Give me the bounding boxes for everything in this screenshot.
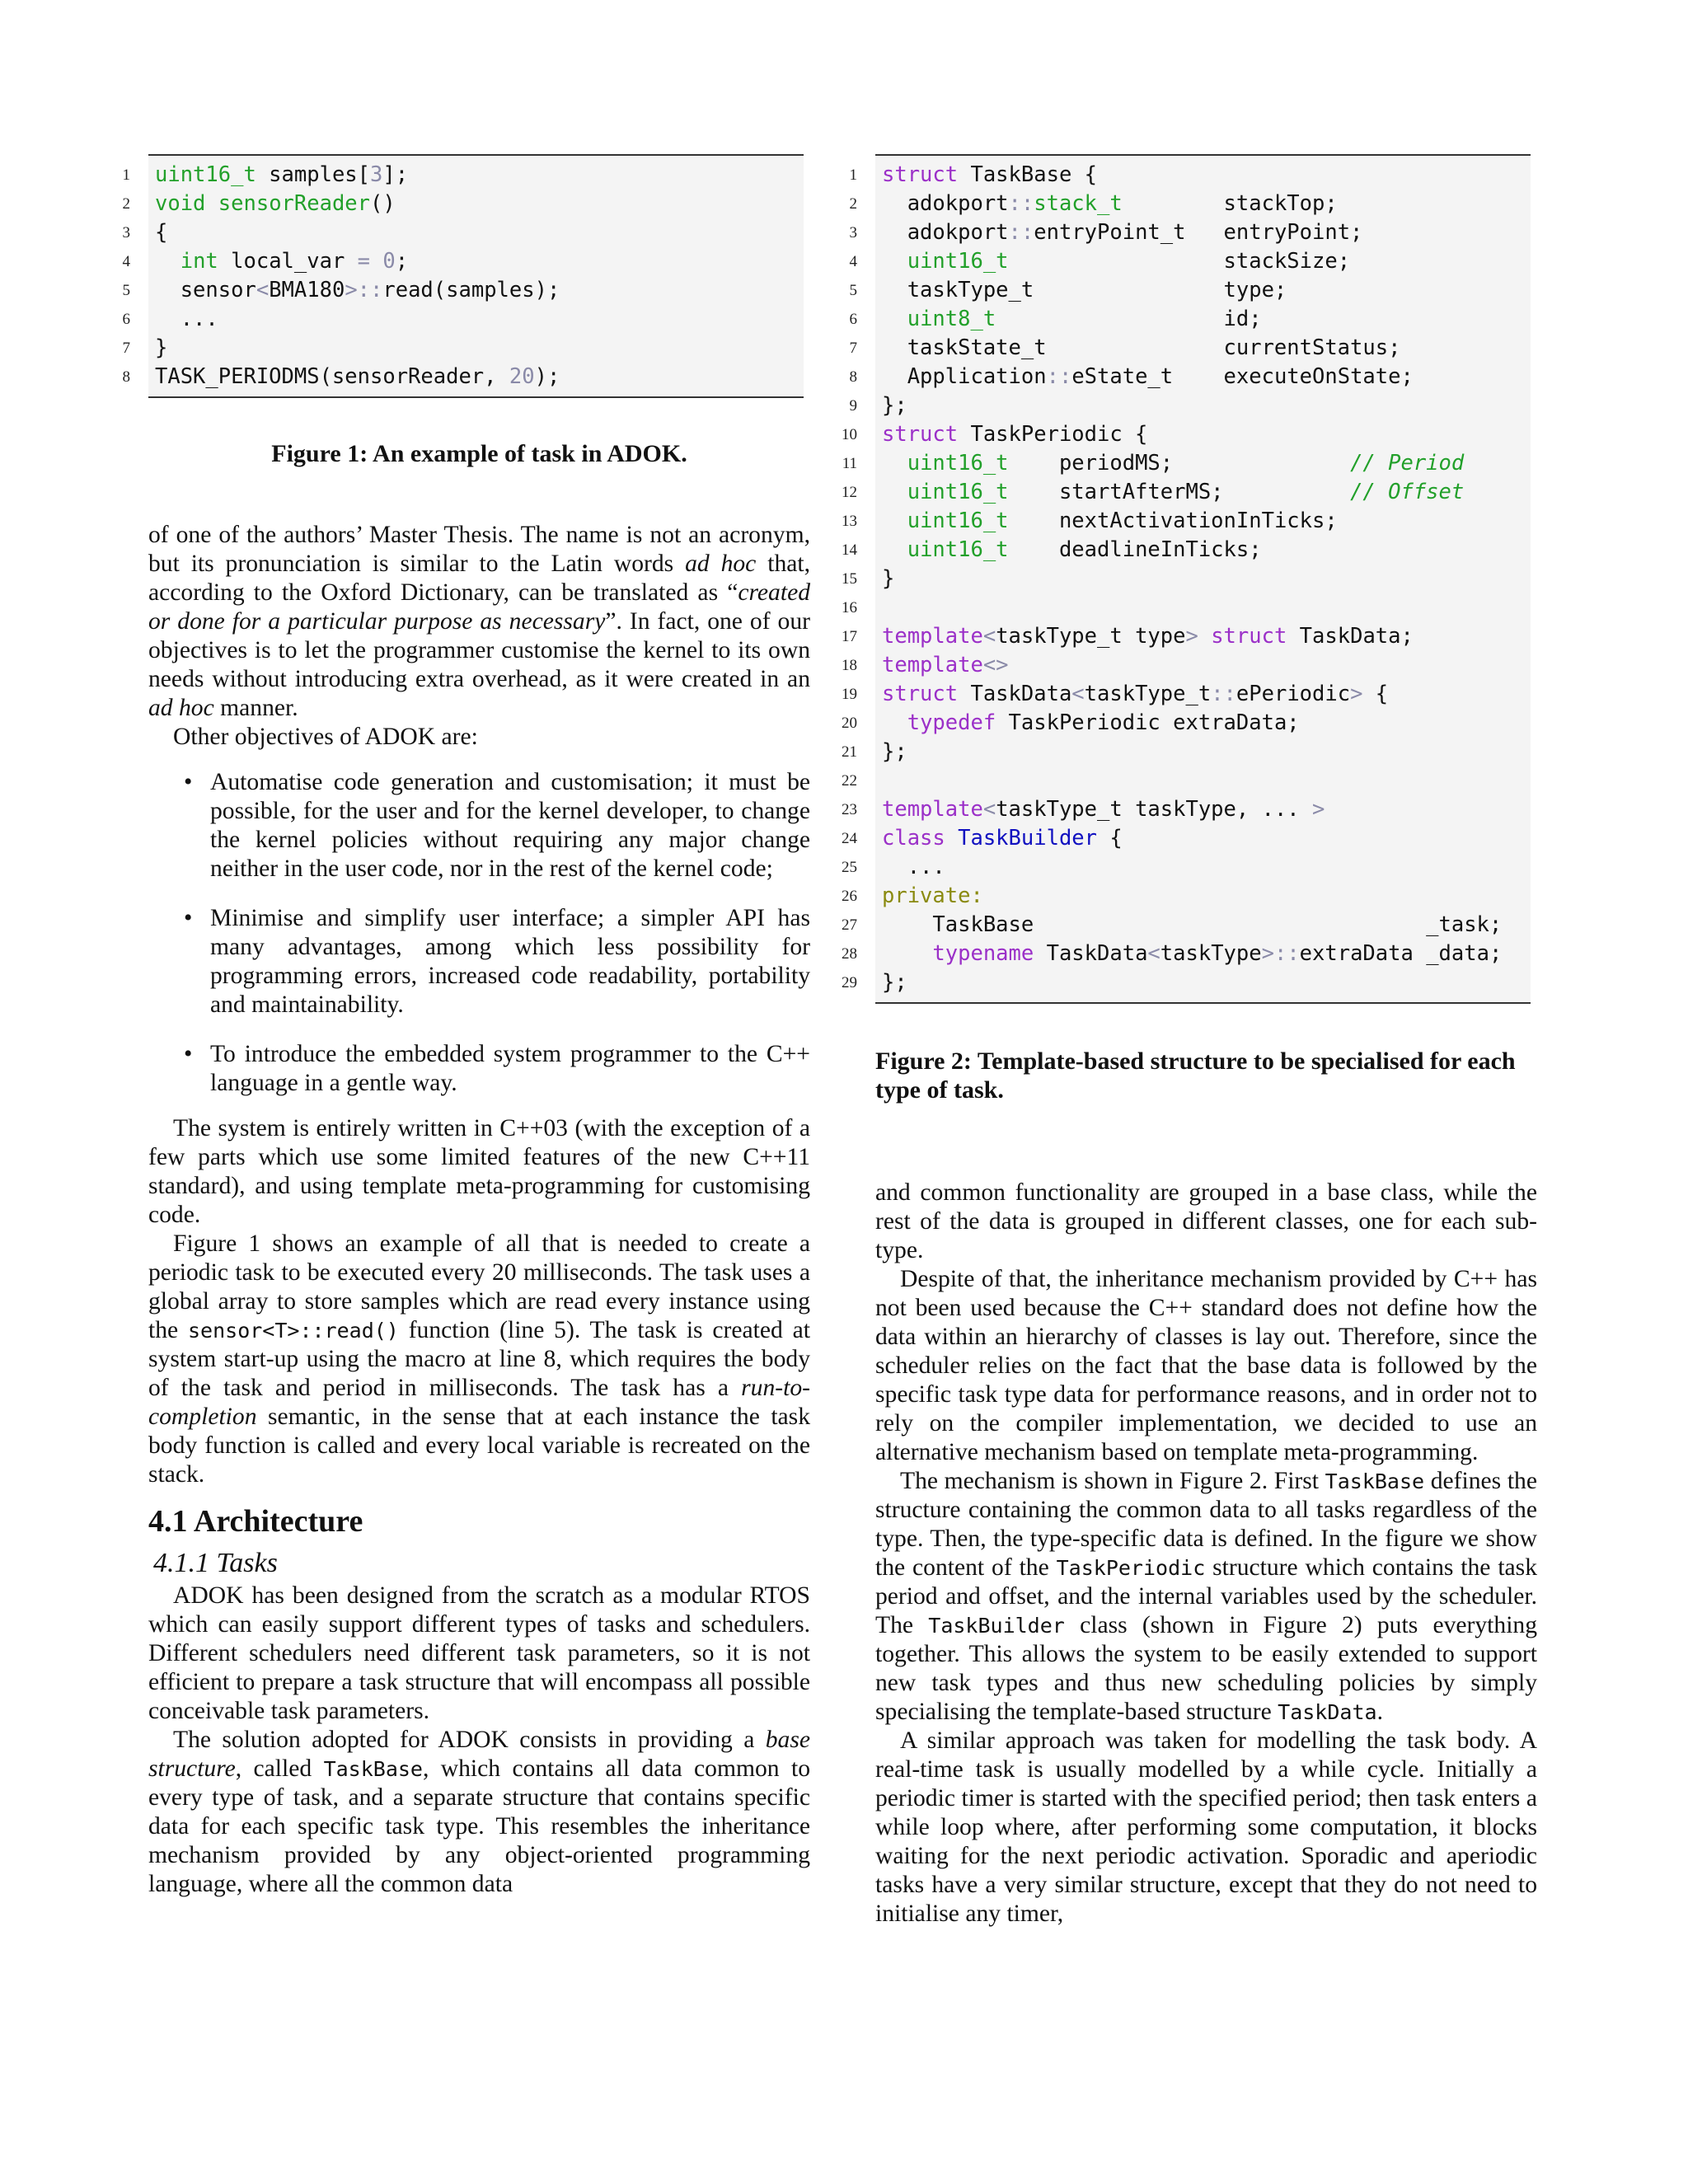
code-line: 3 { [122,220,168,245]
code-line: 26 private: [842,883,983,908]
figure-2-listing [842,154,1531,1004]
code-line: 25 ... [842,855,945,879]
code-line: 17 template<taskType_t type> struct TaskData; [842,624,1414,649]
figure-1-listing [122,154,804,398]
paragraph: and common functionality are grouped in a base class, while the rest of the data is grouped in different classes, one for each sub-type. [875,1179,1537,1263]
paragraph: The solution adopted for ADOK consists in providing a base structure, called TaskBase, which contains all data common to every type of task, and a separate structure that contains specific data for each specific task type. This resembles the inheritance mechanism provided by any object-oriented programming language, where all the common data [148,1727,810,1897]
code-line: 10 struct TaskPeriodic { [842,422,1148,447]
code-line: 24 class TaskBuilder { [842,826,1123,851]
code-line: 4 int local_var = 0; [122,249,409,274]
right-column [875,1179,1537,1929]
code-line: 2 void sensorReader() [122,191,396,216]
figure-1-caption: Figure 1: An example of task in ADOK. [271,440,687,467]
code-line: 18 template<> [842,653,1009,677]
paragraph: The mechanism is shown in Figure 2. First TaskBase defines the structure containing the common data to all tasks regardless of the type. Then, the type-specific data is defined. In the figure we show the content of the TaskPeriodic structure which contains the task period and offset, and the internal variables used by the scheduler. The TaskBuilder class (shown in Figure 2) puts everything together. This allows the system to be easily extended to support new task types and thus new scheduling policies by simply specialising the template-based structure TaskData. [875,1468,1538,1725]
code-line: 13 uint16_t nextActivationInTicks; [842,509,1338,533]
code-line: 29 }; [842,970,907,995]
code-line: 3 adokport::entryPoint_t entryPoint; [849,220,1363,245]
code-line: 1 uint16_t samples[3]; [122,162,409,187]
code-line: 5 sensor<BMA180>::read(samples); [122,278,560,302]
code-line: 7 } [122,335,168,360]
code-line: 12 uint16_t startAfterMS; // Offset [842,480,1465,504]
code-line: 15 } [842,566,895,591]
code-line: 1 struct TaskBase { [849,162,1098,187]
code-line: 20 typedef TaskPeriodic extraData; [842,710,1300,735]
paragraph: Other objectives of ADOK are: [173,724,478,750]
code-line: 16 [842,599,857,616]
section-heading: 4.1 Architecture [148,1504,363,1539]
objectives-list [148,768,810,1098]
subsection-heading: 4.1.1 Tasks [153,1548,278,1578]
code-line: 8 TASK_PERIODMS(sensorReader, 20); [122,364,560,389]
code-line: 22 [842,772,857,790]
code-line: 4 uint16_t stackSize; [849,249,1351,274]
paragraph: Figure 1 shows an example of all that is needed to create a periodic task to be executed every 20 milliseconds. The task uses a global array to store samples which are read every instance using the sensor<T>::read() function (line 5). The task is created at system start-up using the macro at line 8, which requires the body of the task and period in milliseconds. The task has a run-to-completion semantic, in the sense that at each instance the task body function is called and every local variable is recreated on the stack. [148,1230,810,1488]
code-line: 23 template<taskType_t taskType, ... > [842,797,1325,822]
code-line: 9 }; [849,393,907,418]
figure-2-caption: Figure 2: Template-based structure to be specialised for each type of task. [875,1047,1516,1104]
paragraph: Despite of that, the inheritance mechanism provided by C++ has not been used because the C++ standard does not define how the data within an hierarchy of classes is lay out. Therefore, since the scheduler relies on the fact that the base data is followed by the specific task type data for performance reasons, and in order not to rely on the compiler implementation, we decided to use an alternative mechanism based on template meta-programming. [875,1266,1537,1465]
code-line: 21 }; [842,739,907,764]
list-item: • To introduce the embedded system programmer to the C++ language in a gentle way. [184,1041,810,1096]
paragraph: ADOK has been designed from the scratch as a modular RTOS which can easily support different types of tasks and schedulers. Different schedulers need different task parameters, so it is not efficient to prepare a task structure that will encompass all possible conceivable task parameters. [148,1582,810,1724]
code-line: 7 taskState_t currentStatus; [849,335,1401,360]
paragraph: The system is entirely written in C++03 (with the exception of a few parts which use some limited features of the new C++11 standard), and using template meta-programming for customising code. [148,1115,810,1228]
paragraph: of one of the authors’ Master Thesis. The name is not an acronym, but its pronunciation is similar to the Latin words ad hoc that, according to the Oxford Dictionary, can be translated as “created or done for a particular purpose as necessary”. In fact, one of our objectives is to let the programmer customise the kernel to its own needs without introducing extra overhead, as it were created in an ad hoc manner. [148,522,810,721]
code-line: 6 ... [122,307,218,331]
code-line: 6 uint8_t id; [849,307,1262,331]
code-line: 5 taskType_t type; [849,278,1287,302]
code-line: 14 uint16_t deadlineInTicks; [842,537,1262,562]
list-item: • Minimise and simplify user interface; a simpler API has many advantages, among which less possibility for programming errors, increased code readability, portability and maintainability. [184,905,810,1018]
list-item: • Automatise code generation and customisation; it must be possible, for the user and for the kernel developer, to change the kernel policies without requiring any major change neither in the user code, nor in the rest of the kernel code; [184,769,810,882]
left-column [148,521,810,1899]
code-line: 11 uint16_t periodMS; // Period [842,451,1465,476]
code-line: 8 Application::eState_t executeOnState; [849,364,1414,389]
code-line: 19 struct TaskData<taskType_t::ePeriodic> { [842,682,1389,706]
code-line: 2 adokport::stack_t stackTop; [849,191,1338,216]
code-line: 28 typename TaskData<taskType>::extraData _data; [842,941,1503,966]
code-line: 27 TaskBase _task; [842,912,1503,937]
paragraph: A similar approach was taken for modelling the task body. A real-time task is usually modelled by a while cycle. Initially a periodic timer is started with the specified period; then task enters a while loop where, after performing some computation, it blocks waiting for the next periodic activation. Sporadic and aperiodic tasks have a very similar structure, except that they do not need to initialise any timer, [875,1727,1537,1927]
